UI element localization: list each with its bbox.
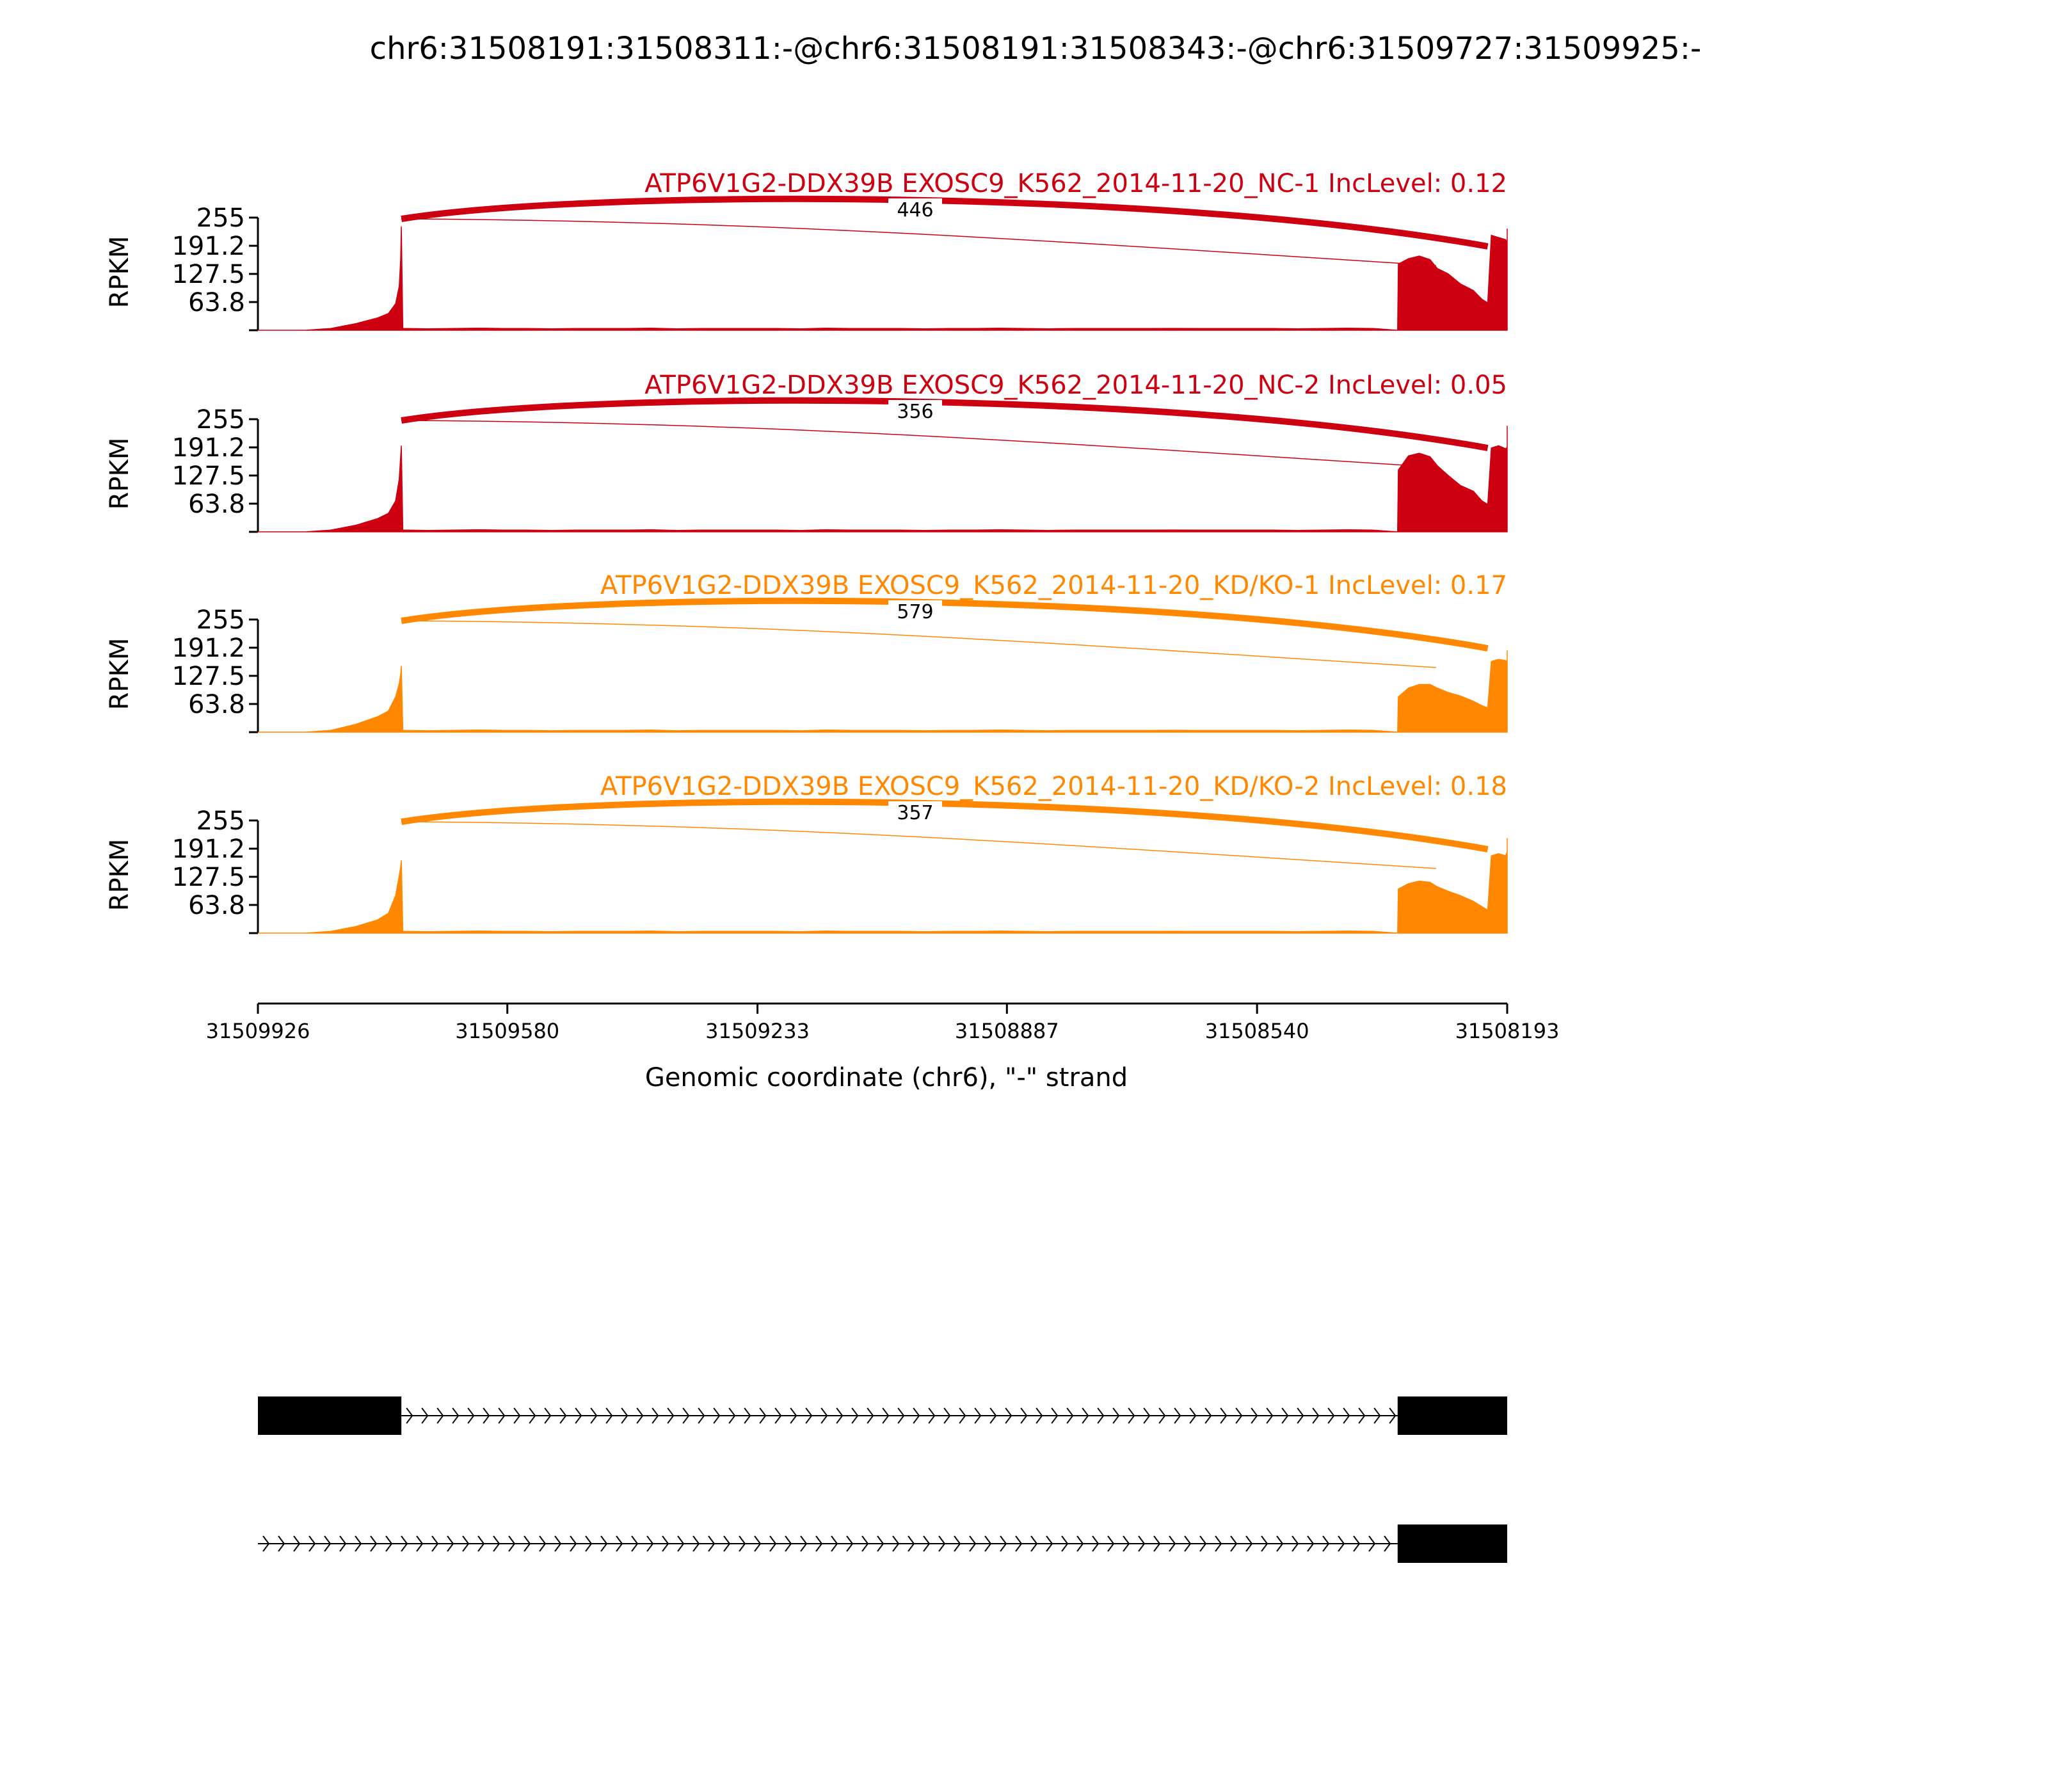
y-axis-label: RPKM xyxy=(105,437,134,510)
junction-count: 357 xyxy=(897,802,934,824)
track-3 xyxy=(105,571,1507,732)
track-2 xyxy=(105,371,1507,532)
y-tick-label: 255 xyxy=(196,204,245,233)
junction-count: 446 xyxy=(897,199,934,221)
x-axis-label: Genomic coordinate (chr6), "-" strand xyxy=(644,1063,1128,1092)
y-tick-label: 191.2 xyxy=(172,634,245,664)
coverage-area xyxy=(258,838,1507,933)
x-tick-label: 31509926 xyxy=(205,1019,310,1043)
y-tick-label: 63.8 xyxy=(188,489,245,519)
x-tick-label: 31508887 xyxy=(954,1019,1059,1043)
isoform-models xyxy=(258,1396,1507,1563)
x-tick-label: 31509580 xyxy=(455,1019,560,1043)
y-tick-label: 191.2 xyxy=(172,433,245,463)
x-tick-label: 31508540 xyxy=(1204,1019,1309,1043)
junction-arc-minor xyxy=(401,621,1436,668)
x-tick-label: 31508193 xyxy=(1455,1019,1560,1043)
y-tick-label: 127.5 xyxy=(172,863,245,892)
junction-count: 579 xyxy=(897,601,934,623)
track-label: ATP6V1G2-DDX39B EXOSC9_K562_2014-11-20_NC-2 IncLevel: 0.05 xyxy=(644,371,1507,400)
chart-title: chr6:31508191:31508311:-@chr6:31508191:31508343:-@chr6:31509727:31509925:- xyxy=(369,31,1702,67)
exon-block xyxy=(1398,1396,1507,1435)
coverage-area xyxy=(258,426,1507,532)
coverage-area xyxy=(258,650,1507,732)
y-tick-label: 255 xyxy=(196,806,245,836)
exon-block xyxy=(258,1396,401,1435)
track-label: ATP6V1G2-DDX39B EXOSC9_K562_2014-11-20_NC-1 IncLevel: 0.12 xyxy=(644,169,1507,198)
y-axis-label: RPKM xyxy=(105,838,134,911)
junction-arc xyxy=(401,401,1487,448)
track-1 xyxy=(105,169,1507,330)
track-label: ATP6V1G2-DDX39B EXOSC9_K562_2014-11-20_KD/KO-1 IncLevel: 0.17 xyxy=(600,571,1507,600)
y-tick-label: 127.5 xyxy=(172,461,245,491)
track-label: ATP6V1G2-DDX39B EXOSC9_K562_2014-11-20_KD/KO-2 IncLevel: 0.18 xyxy=(600,772,1507,801)
y-tick-label: 63.8 xyxy=(188,287,245,317)
y-tick-label: 63.8 xyxy=(188,890,245,920)
junction-arc xyxy=(401,802,1487,849)
junction-arc-minor xyxy=(401,822,1436,868)
y-tick-label: 127.5 xyxy=(172,260,245,289)
junction-arc-minor xyxy=(401,219,1436,266)
y-tick-label: 63.8 xyxy=(188,689,245,719)
isoform-2 xyxy=(258,1524,1507,1563)
y-axis-label: RPKM xyxy=(105,637,134,710)
y-tick-label: 255 xyxy=(196,605,245,635)
y-axis-label: RPKM xyxy=(105,236,134,308)
y-tick-label: 191.2 xyxy=(172,835,245,865)
junction-arc-minor xyxy=(401,420,1436,467)
isoform-1 xyxy=(258,1396,1507,1435)
junction-count: 356 xyxy=(897,401,934,423)
x-axis xyxy=(206,1004,1560,1043)
junction-arc xyxy=(401,601,1487,648)
junction-arc xyxy=(401,199,1487,246)
coverage-tracks xyxy=(105,169,1507,933)
coverage-area xyxy=(258,227,1507,330)
x-tick-label: 31509233 xyxy=(705,1019,810,1043)
track-4 xyxy=(105,772,1507,933)
y-tick-label: 255 xyxy=(196,405,245,435)
y-tick-label: 191.2 xyxy=(172,232,245,262)
exon-block xyxy=(1398,1524,1507,1563)
y-tick-label: 127.5 xyxy=(172,662,245,691)
